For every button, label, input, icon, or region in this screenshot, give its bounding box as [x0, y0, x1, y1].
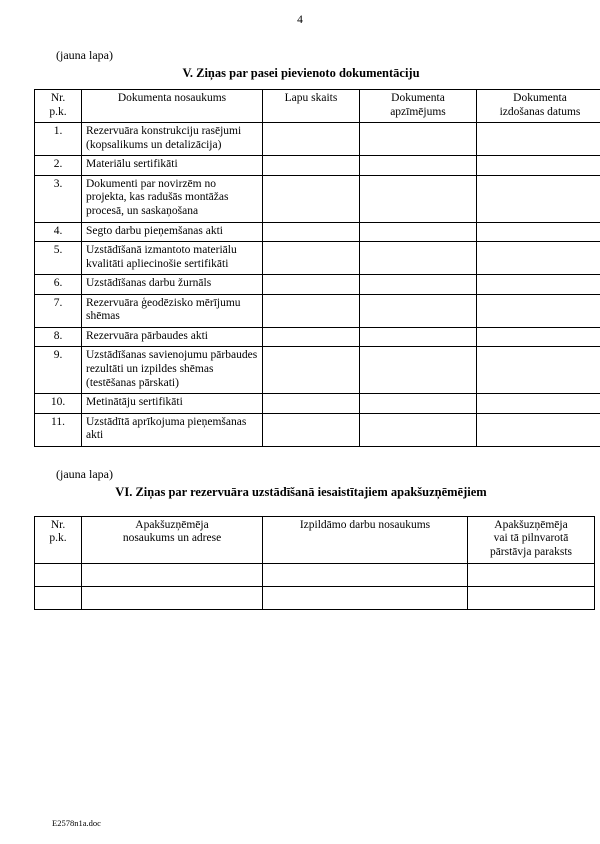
row-issue-date[interactable] [477, 242, 600, 275]
column-header-date-line1: Dokumenta [513, 92, 567, 104]
row-document-name: Metinātāju sertifikāti [82, 394, 263, 414]
row-nr: 11. [35, 413, 82, 446]
row-issue-date[interactable] [477, 156, 600, 176]
row-subcontractor-name[interactable] [82, 586, 263, 609]
column-header-issue-date [477, 90, 600, 123]
column-header-nr [35, 90, 82, 123]
table-header-row [35, 516, 595, 563]
section-title-v: V. Ziņas par pasei pievienoto dokumentāciju [182, 66, 420, 80]
row-issue-date[interactable] [477, 275, 600, 295]
column-header-nr-line2: p.k. [49, 105, 67, 118]
row-page-count[interactable] [263, 327, 360, 347]
row-issue-date[interactable] [477, 347, 600, 394]
new-page-note-v: (jauna lapa) [56, 48, 113, 62]
column-header-subcontractor-name [82, 516, 263, 563]
row-document-name: Uzstādītā aprīkojuma pieņemšanas akti [82, 413, 263, 446]
table-row [35, 123, 600, 156]
row-document-mark[interactable] [360, 175, 477, 222]
column-header-name-line1: Apakšuzņēmēja [135, 518, 209, 531]
column-header-page-count: Lapu skaits [263, 90, 360, 123]
row-document-mark[interactable] [360, 156, 477, 176]
row-issue-date[interactable] [477, 175, 600, 222]
row-document-name: Rezervuāra ģeodēzisko mērījumu shēmas [82, 294, 263, 327]
row-page-count[interactable] [263, 413, 360, 446]
row-work-name[interactable] [263, 586, 468, 609]
new-page-note-vi: (jauna lapa) [56, 466, 113, 481]
section-spacer [34, 447, 558, 467]
row-issue-date[interactable] [477, 394, 600, 414]
row-page-count[interactable] [263, 156, 360, 176]
column-header-name-line2: nosaukums un adrese [122, 532, 222, 545]
row-issue-date[interactable] [477, 413, 600, 446]
row-document-mark[interactable] [360, 222, 477, 242]
table-header-row [35, 90, 600, 123]
table-row [35, 586, 595, 609]
table-row [35, 327, 600, 347]
row-document-mark[interactable] [360, 123, 477, 156]
column-header-mark-line1: Dokumenta [391, 92, 445, 104]
row-nr[interactable] [35, 563, 82, 586]
row-document-name: Uzstādīšanā izmantoto materiālu kvalitāti apliecinošie sertifikāti [82, 242, 263, 275]
row-issue-date[interactable] [477, 123, 600, 156]
row-issue-date[interactable] [477, 222, 600, 242]
table-row [35, 294, 600, 327]
row-page-count[interactable] [263, 123, 360, 156]
row-nr: 8. [35, 327, 82, 347]
column-header-signature [468, 516, 595, 563]
column-header-nr-line1: Nr. [50, 518, 66, 531]
row-page-count[interactable] [263, 394, 360, 414]
row-subcontractor-name[interactable] [82, 563, 263, 586]
row-work-name[interactable] [263, 563, 468, 586]
table-row [35, 242, 600, 275]
row-document-name: Dokumenti par novirzēm no projekta, kas radušās montāžas procesā, un saskaņošana [82, 175, 263, 222]
column-header-document-name: Dokumenta nosaukums [82, 90, 263, 123]
row-nr: 2. [35, 156, 82, 176]
row-page-count[interactable] [263, 222, 360, 242]
row-document-name: Segto darbu pieņemšanas akti [82, 222, 263, 242]
page-content [34, 48, 581, 610]
row-document-mark[interactable] [360, 294, 477, 327]
row-nr: 6. [35, 275, 82, 295]
row-document-mark[interactable] [360, 413, 477, 446]
column-header-sign-line3: pārstāvja paraksts [489, 545, 573, 558]
table-spacer [34, 508, 558, 516]
column-header-sign-line1: Apakšuzņēmēja [494, 518, 568, 531]
column-header-mark-line2: apzīmējums [390, 105, 446, 118]
row-document-mark[interactable] [360, 275, 477, 295]
table-row [35, 175, 600, 222]
column-header-nr-line1: Nr. [50, 92, 66, 104]
column-header-nr-line2: p.k. [49, 532, 67, 545]
row-page-count[interactable] [263, 242, 360, 275]
row-nr: 3. [35, 175, 82, 222]
row-nr: 7. [35, 294, 82, 327]
row-nr: 5. [35, 242, 82, 275]
table-row [35, 156, 600, 176]
row-issue-date[interactable] [477, 327, 600, 347]
column-header-date-line2: izdošanas datums [499, 105, 581, 118]
table-row [35, 275, 600, 295]
row-page-count[interactable] [263, 175, 360, 222]
row-document-name: Materiālu sertifikāti [82, 156, 263, 176]
table-row [35, 394, 600, 414]
row-document-mark[interactable] [360, 327, 477, 347]
row-page-count[interactable] [263, 294, 360, 327]
table-row [35, 413, 600, 446]
row-nr[interactable] [35, 586, 82, 609]
row-document-mark[interactable] [360, 347, 477, 394]
row-issue-date[interactable] [477, 294, 600, 327]
row-signature[interactable] [468, 586, 595, 609]
column-header-nr [35, 516, 82, 563]
documentation-table [34, 89, 600, 447]
row-nr: 4. [35, 222, 82, 242]
row-document-mark[interactable] [360, 394, 477, 414]
footer-filename: E2578n1a.doc [52, 818, 101, 828]
row-document-name: Rezervuāra konstrukciju rasējumi (kopsalikums un detalizācija) [82, 123, 263, 156]
row-nr: 10. [35, 394, 82, 414]
table-row [35, 347, 600, 394]
table-row [35, 222, 600, 242]
row-document-name: Uzstādīšanas darbu žurnāls [82, 275, 263, 295]
row-page-count[interactable] [263, 347, 360, 394]
column-header-sign-line2: vai tā pilnvarotā [493, 532, 569, 545]
row-nr: 1. [35, 123, 82, 156]
row-page-count[interactable] [263, 275, 360, 295]
row-signature[interactable] [468, 563, 595, 586]
row-nr: 9. [35, 347, 82, 394]
row-document-name: Uzstādīšanas savienojumu pārbaudes rezultāti un izpildes shēmas (testēšanas pārskati) [82, 347, 263, 394]
table-row [35, 563, 595, 586]
column-header-work-name: Izpildāmo darbu nosaukums [263, 516, 468, 563]
row-document-name: Rezervuāra pārbaudes akti [82, 327, 263, 347]
subcontractors-table [34, 516, 595, 610]
page-number: 4 [297, 14, 303, 26]
column-header-document-mark [360, 90, 477, 123]
section-title-vi: VI. Ziņas par rezervuāra uzstādīšanā iesaistītajiem apakšuzņēmējiem [115, 484, 487, 499]
row-document-mark[interactable] [360, 242, 477, 275]
